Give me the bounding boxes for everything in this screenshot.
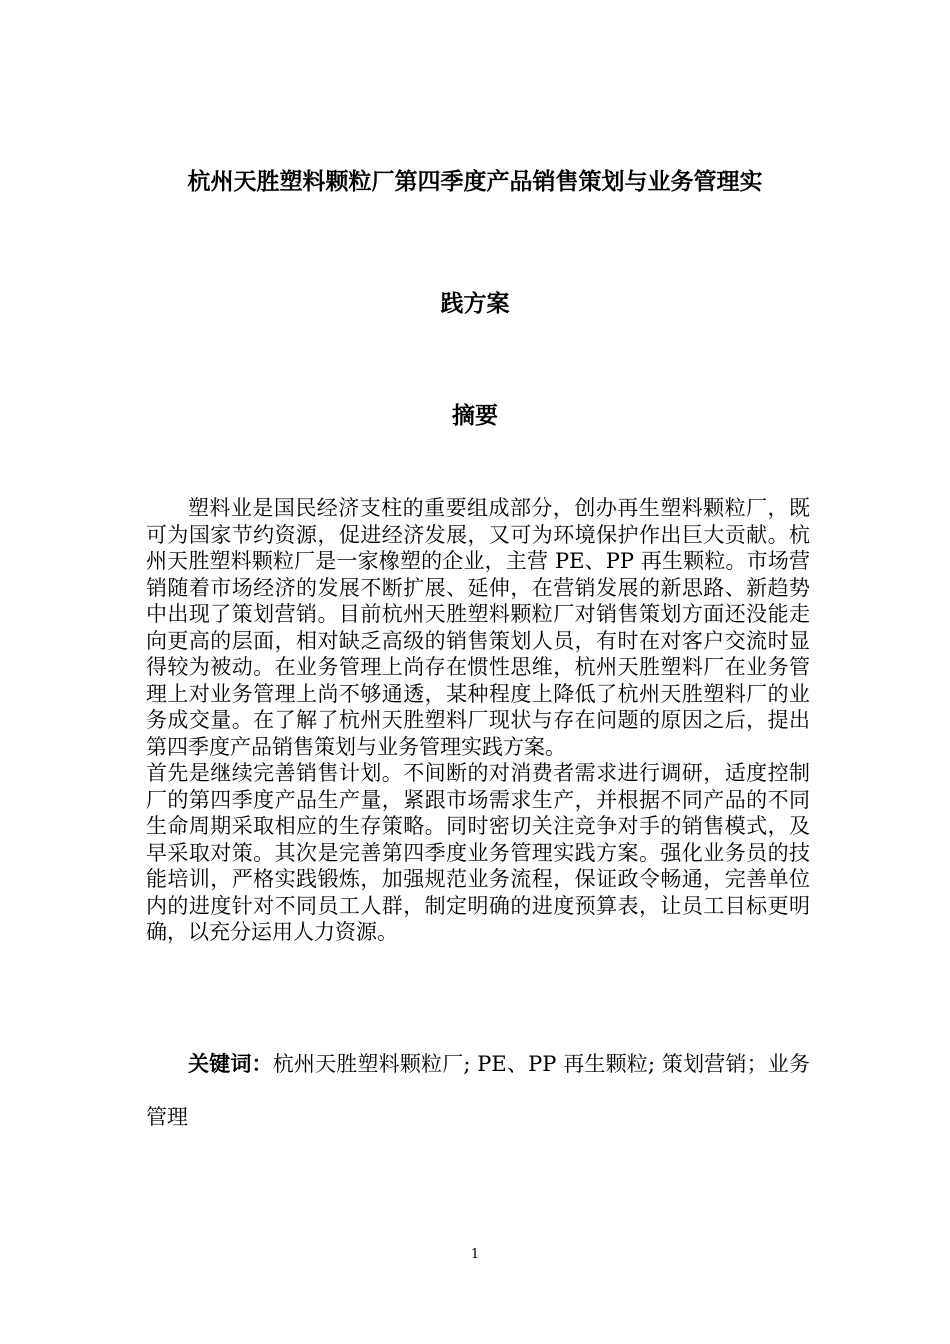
abstract-heading: 摘要 (452, 403, 498, 429)
keywords-block (146, 1038, 810, 1144)
keywords-label: 关键词： (188, 1052, 273, 1076)
document-title-line-2: 践方案 (440, 291, 510, 317)
keywords-text: 杭州天胜塑料颗粒厂; PE、PP 再生颗粒; 策划营销；业务管理 (146, 1052, 810, 1129)
document-title-line-1: 杭州天胜塑料颗粒厂第四季度产品销售策划与业务管理实 (187, 169, 763, 195)
abstract-paragraph-1: 塑料业是国民经济支柱的重要组成部分，创办再生塑料颗粒厂，既可为国家节约资源，促进经济发展，又可为环境保护作出巨大贡献。杭州天胜塑料颗粒厂是一家橡塑的企业，主营 PE、PP 再生颗粒。市场营销随着市场经济的发展不断扩展、延伸，在营销发展的新思路、新趋势中出现了策划营销。目前杭州天胜塑料颗粒厂对销售策划方面还没能走向更高的层面，相对缺乏高级的销售策划人员，有时在对客户交流时显得较为被动。在业务管理上尚存在惯性思维，杭州天胜塑料厂在业务管理上对业务管理上尚不够通透，某种程度上降低了杭州天胜塑料厂的业务成交量。在了解了杭州天胜塑料厂现状与存在问题的原因之后，提出第四季度产品销售策划与业务管理实践方案。 (146, 496, 810, 759)
abstract-body (146, 495, 810, 946)
abstract-paragraph-2: 首先是继续完善销售计划。不间断的对消费者需求进行调研，适度控制厂的第四季度产品生产量，紧跟市场需求生产，并根据不同产品的不同生命周期采取相应的生存策略。同时密切关注竞争对手的销售模式，及早采取对策。其次是完善第四季度业务管理实践方案。强化业务员的技能培训，严格实践锻炼，加强规范业务流程，保证政令畅通，完善单位内的进度针对不同员工人群，制定明确的进度预算表，让员工目标更明确，以充分运用人力资源。 (146, 761, 810, 944)
page-number: 1 (470, 1247, 480, 1262)
